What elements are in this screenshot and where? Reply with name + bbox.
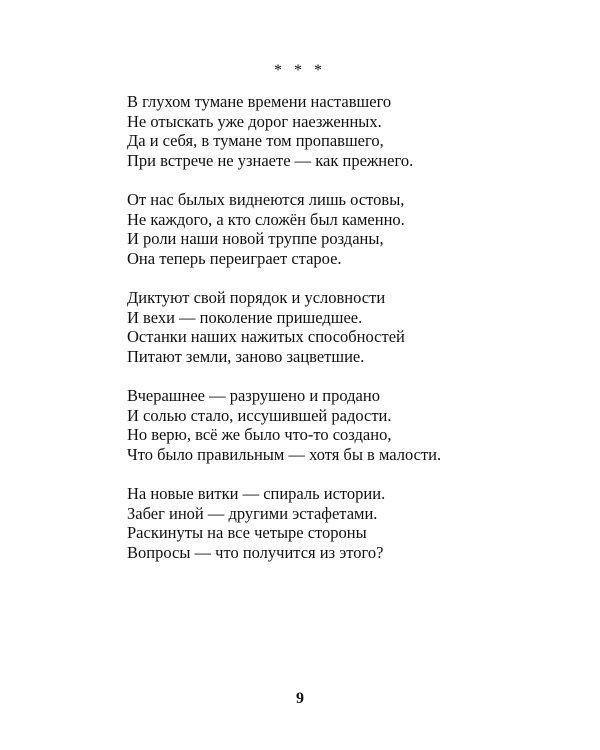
poem-line: Что было правильным — хотя бы в малости.	[127, 444, 442, 464]
poem-line: Не каждого, а кто сложён был каменно.	[127, 209, 405, 229]
poem-line: Останки наших нажитых способностей	[127, 327, 405, 346]
stanza-4	[127, 386, 567, 464]
poem-line: Не отыскать уже дорог наезженных.	[127, 111, 382, 131]
asterism-divider: * * *	[274, 62, 326, 79]
stanza-3	[127, 288, 567, 366]
poem-line: При встрече не узнаете — как прежнего.	[127, 150, 414, 170]
poem-line: И вехи — поколение пришедшее.	[127, 307, 363, 327]
poem-body	[127, 92, 567, 582]
poem-line: От нас былых виднеются лишь остовы,	[127, 190, 405, 209]
poem-line: Диктуют свой порядок и условности	[127, 288, 386, 307]
poem-line: И солью стало, иссушившей радости.	[127, 405, 392, 425]
poem-line: Она теперь переиграет старое.	[127, 248, 342, 268]
poem-line: Но верю, всё же было что-то создано,	[127, 425, 392, 444]
poem-line: Забег иной — другими эстафетами.	[127, 503, 378, 523]
poem-line: Да и себя, в тумане том пропавшего,	[127, 131, 384, 150]
poem-line: Раскинуты на все четыре стороны	[127, 523, 367, 542]
stanza-5	[127, 484, 567, 562]
poem-line: Вопросы — что получится из этого?	[127, 542, 384, 562]
stanza-1	[127, 92, 567, 170]
stanza-2	[127, 190, 567, 268]
poem-line: Вчерашнее — разрушено и продано	[127, 386, 380, 405]
poem-line: Питают земли, заново зацветшие.	[127, 346, 365, 366]
page-number: 9	[296, 690, 304, 707]
poem-line: На новые витки — спираль истории.	[127, 484, 386, 503]
poem-line: В глухом тумане времени наставшего	[127, 92, 392, 111]
poem-line: И роли наши новой труппе розданы,	[127, 229, 384, 248]
